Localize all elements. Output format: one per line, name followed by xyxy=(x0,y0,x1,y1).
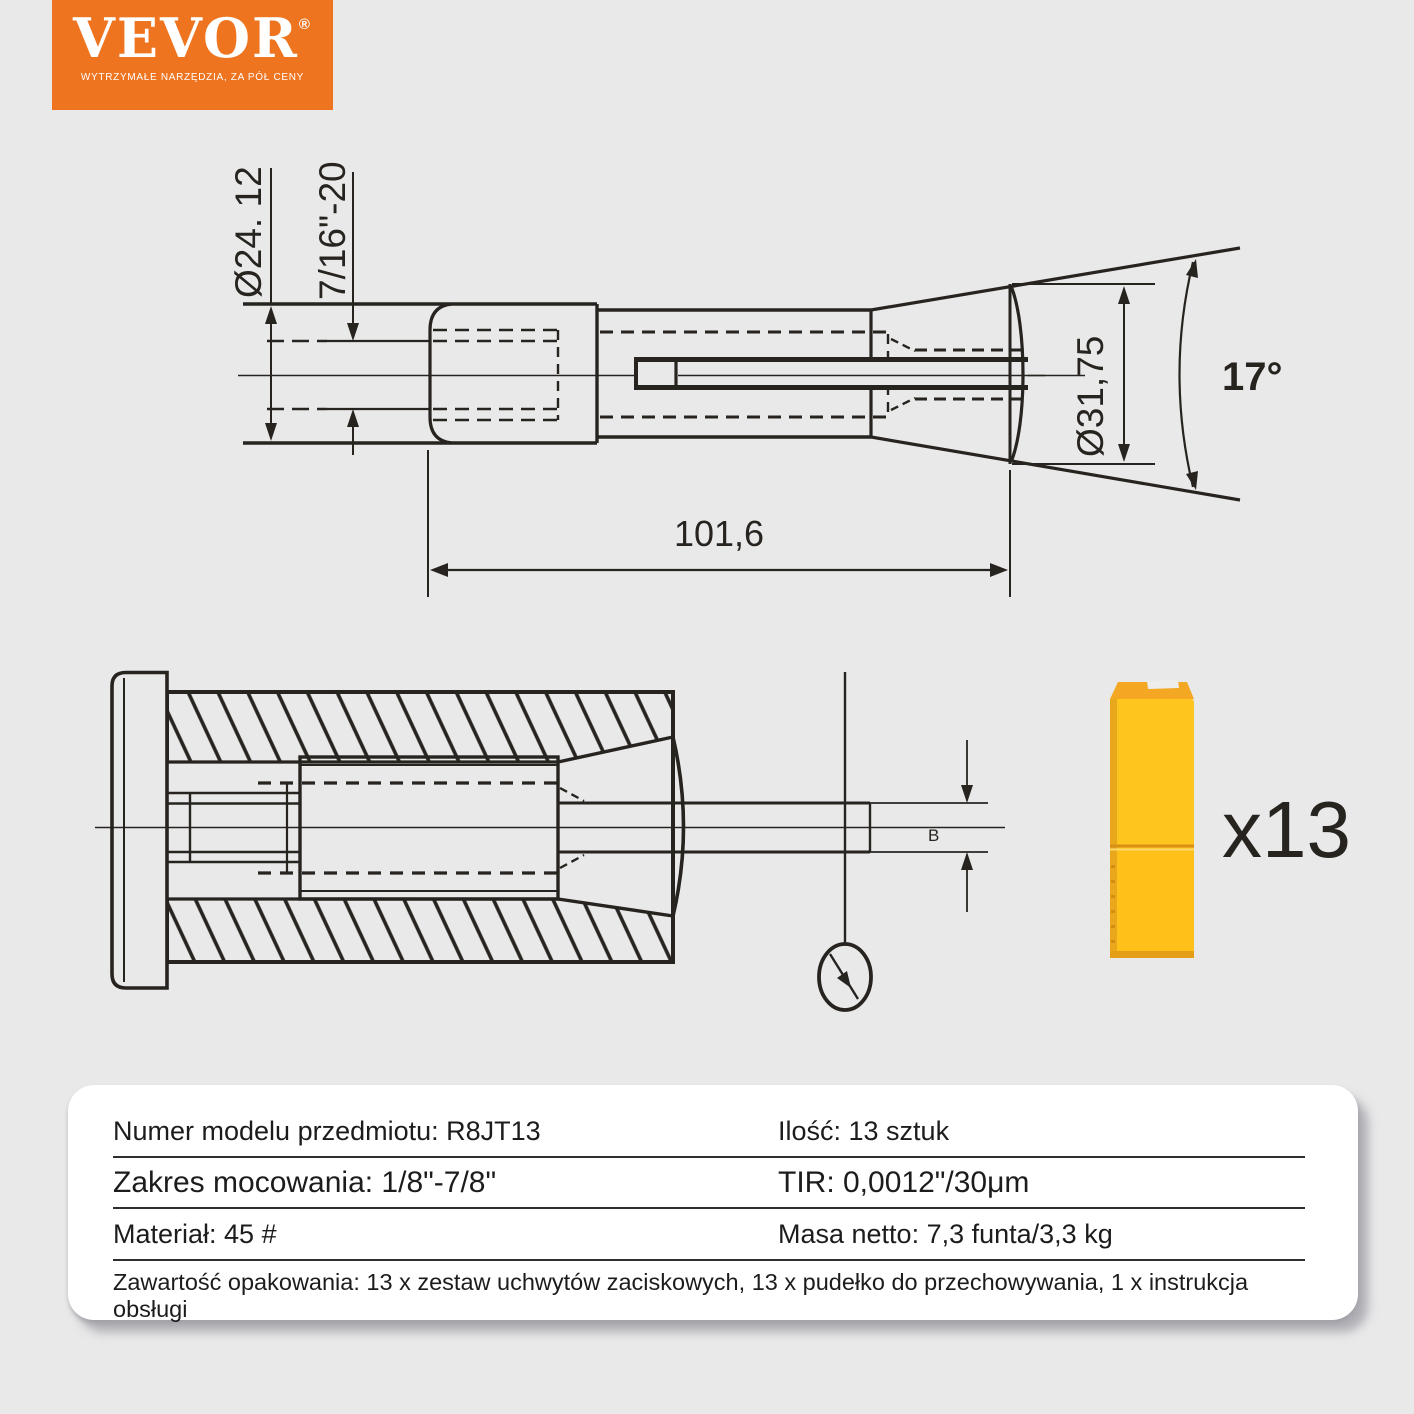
spec-package-contents: Zawartość opakowania: 13 x zestaw uchwytów zaciskowych, 13 x pudełko do przechowywania, 1 x instrukcja obsługi xyxy=(113,1269,1249,1322)
storage-box xyxy=(1110,680,1194,958)
dim-label-shank-diameter: Ø24. 12 xyxy=(228,166,269,298)
dim-label-head-diameter: Ø31,75 xyxy=(1070,335,1111,457)
spec-quantity: Ilość: 13 sztuk xyxy=(778,1116,950,1146)
spec-table xyxy=(68,1085,1358,1320)
spec-net-weight: Masa netto: 7,3 funta/3,3 kg xyxy=(778,1218,1113,1249)
dial-indicator-icon xyxy=(819,672,871,1010)
dim-label-length: 101,6 xyxy=(673,513,765,554)
dim-runout xyxy=(961,740,973,912)
quantity-label: x13 xyxy=(1222,785,1351,874)
spec-row-footer xyxy=(113,1261,1305,1331)
spec-clamping-range: Zakres mocowania: 1/8"-7/8" xyxy=(113,1165,497,1199)
registered-mark: ® xyxy=(298,16,312,33)
dim-head-diameter xyxy=(1118,286,1130,462)
spec-tir: TIR: 0,0012"/30μm xyxy=(778,1165,1030,1199)
spindle-flange xyxy=(112,673,167,989)
dim-label-thread: 7/16"-20 xyxy=(312,161,353,300)
box-sticker xyxy=(1147,680,1179,689)
spec-row xyxy=(113,1158,1305,1209)
dim-angle-arc xyxy=(1180,259,1199,490)
brand-wordmark: VEVOR® xyxy=(73,6,312,70)
dim-label-runout: B xyxy=(928,826,940,845)
spec-row xyxy=(113,1085,1305,1158)
spec-row xyxy=(113,1209,1305,1261)
shank-outline xyxy=(243,304,597,443)
spec-model-number: Numer modelu przedmiotu: R8JT13 xyxy=(113,1116,541,1146)
spec-material: Materiał: 45 # xyxy=(113,1218,277,1249)
collet-section-view xyxy=(95,672,1005,1010)
dim-label-angle: 17° xyxy=(1222,355,1283,399)
brand-tagline: WYTRZYMAŁE NARZĘDZIA, ZA PÓŁ CENY xyxy=(80,72,305,83)
